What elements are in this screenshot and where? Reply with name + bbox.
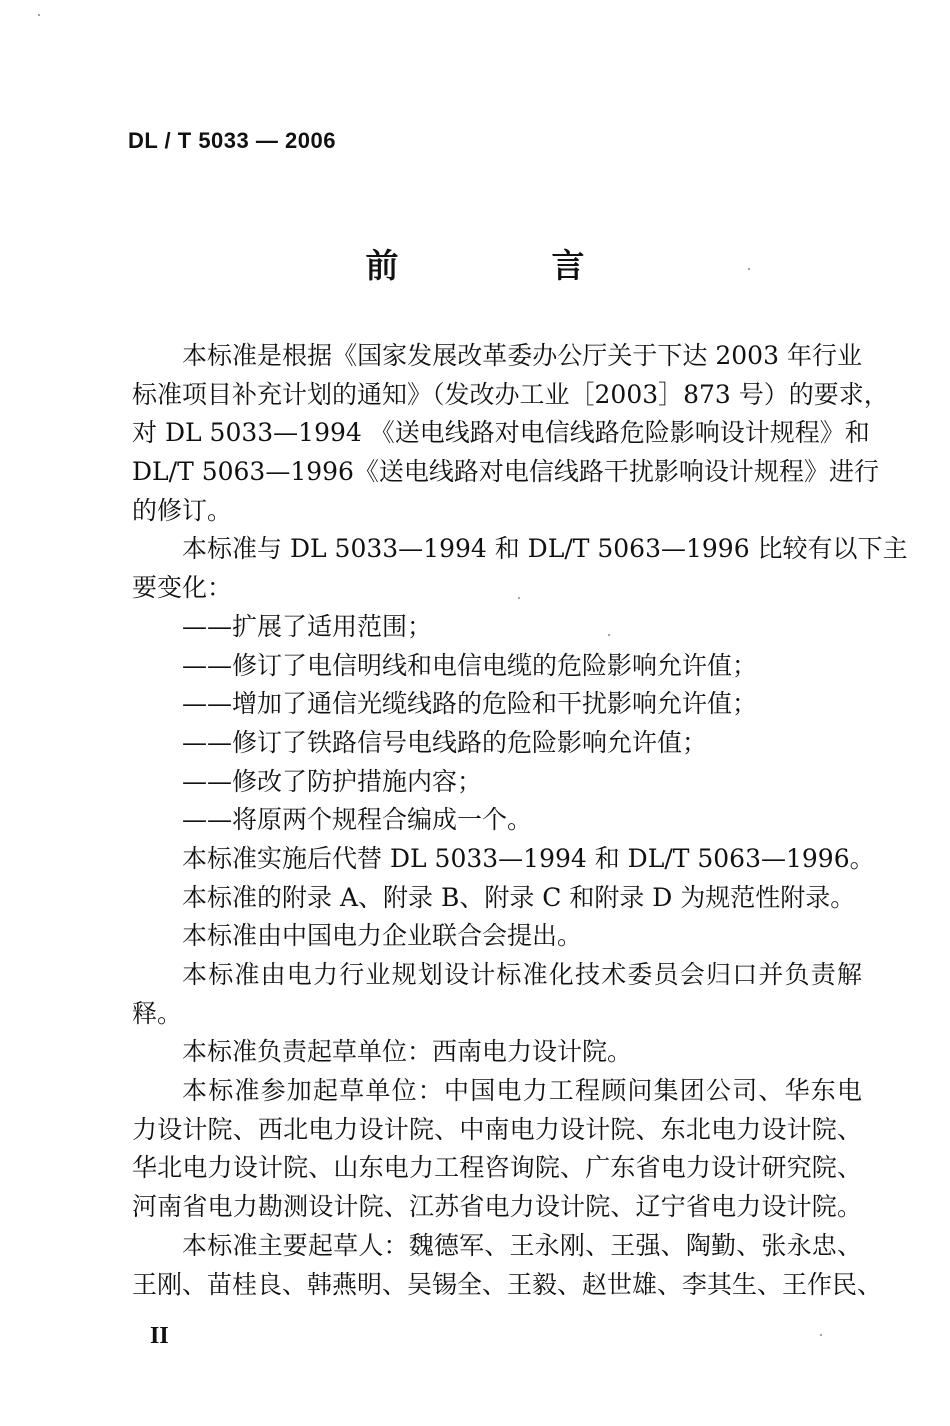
- page-title: 前 言: [365, 246, 645, 285]
- scan-speck: [748, 268, 750, 270]
- list-item: ——修订了电信明线和电信电缆的危险影响允许值；: [182, 650, 758, 680]
- text-line: 本标准是根据《国家发展改革委办公厅关于下达 2003 年行业: [182, 341, 862, 370]
- text-line: 本标准实施后代替 DL 5033—1994 和 DL/T 5063—1996。: [182, 843, 875, 873]
- list-item: ——将原两个规程合编成一个。: [182, 805, 533, 835]
- text-line: 本标准由中国电力企业联合会提出。: [182, 921, 583, 951]
- scan-speck: [608, 634, 610, 636]
- text-line: 本标准参加起草单位：中国电力工程顾问集团公司、华东电: [182, 1076, 862, 1106]
- scan-speck: [820, 1334, 822, 1336]
- text-line: 要变化：: [132, 573, 233, 603]
- text-line: 本标准由电力行业规划设计标准化技术委员会归口并负责解: [182, 960, 862, 989]
- text-line: 河南省电力勘测设计院、江苏省电力设计院、辽宁省电力设计院。: [132, 1192, 862, 1222]
- text-line: 力设计院、西北电力设计院、中南电力设计院、东北电力设计院、: [132, 1114, 862, 1144]
- list-item: ——增加了通信光缆线路的危险和干扰影响允许值；: [182, 689, 758, 719]
- page-number: II: [150, 1323, 169, 1349]
- text-line: 本标准负责起草单位：西南电力设计院。: [182, 1037, 633, 1067]
- text-line: 本标准主要起草人：魏德军、王永刚、王强、陶勤、张永忠、: [182, 1230, 862, 1260]
- text-line: 华北电力设计院、山东电力工程咨询院、广东省电力设计研究院、: [132, 1153, 862, 1183]
- preface-body: [132, 337, 908, 1304]
- list-item: ——修订了铁路信号电线路的危险影响允许值；: [182, 727, 708, 757]
- standard-code: DL / T 5033 — 2006: [128, 128, 336, 153]
- text-line: 释。: [132, 998, 183, 1028]
- text-line: 本标准与 DL 5033—1994 和 DL/T 5063—1996 比较有以下主: [182, 534, 908, 564]
- text-line: 王刚、苗桂良、韩燕明、吴锡全、王毅、赵世雄、李其生、王作民、: [132, 1269, 883, 1299]
- text-line: 本标准的附录 A、附录 B、附录 C 和附录 D 为规范性附录。: [182, 882, 856, 912]
- scan-speck: [518, 597, 520, 599]
- text-line: DL/T 5063—1996《送电线路对电信线路干扰影响设计规程》进行: [132, 457, 879, 487]
- text-line: 的修订。: [132, 495, 233, 525]
- text-line: 对 DL 5033—1994 《送电线路对电信线路危险影响设计规程》和: [132, 418, 870, 448]
- text-line: 标准项目补充计划的通知》（发改办工业［2003］873 号）的要求，: [132, 379, 889, 409]
- list-item: ——修改了防护措施内容；: [182, 766, 483, 796]
- scan-speck: [38, 14, 40, 16]
- list-item: ——扩展了适用范围；: [182, 611, 433, 641]
